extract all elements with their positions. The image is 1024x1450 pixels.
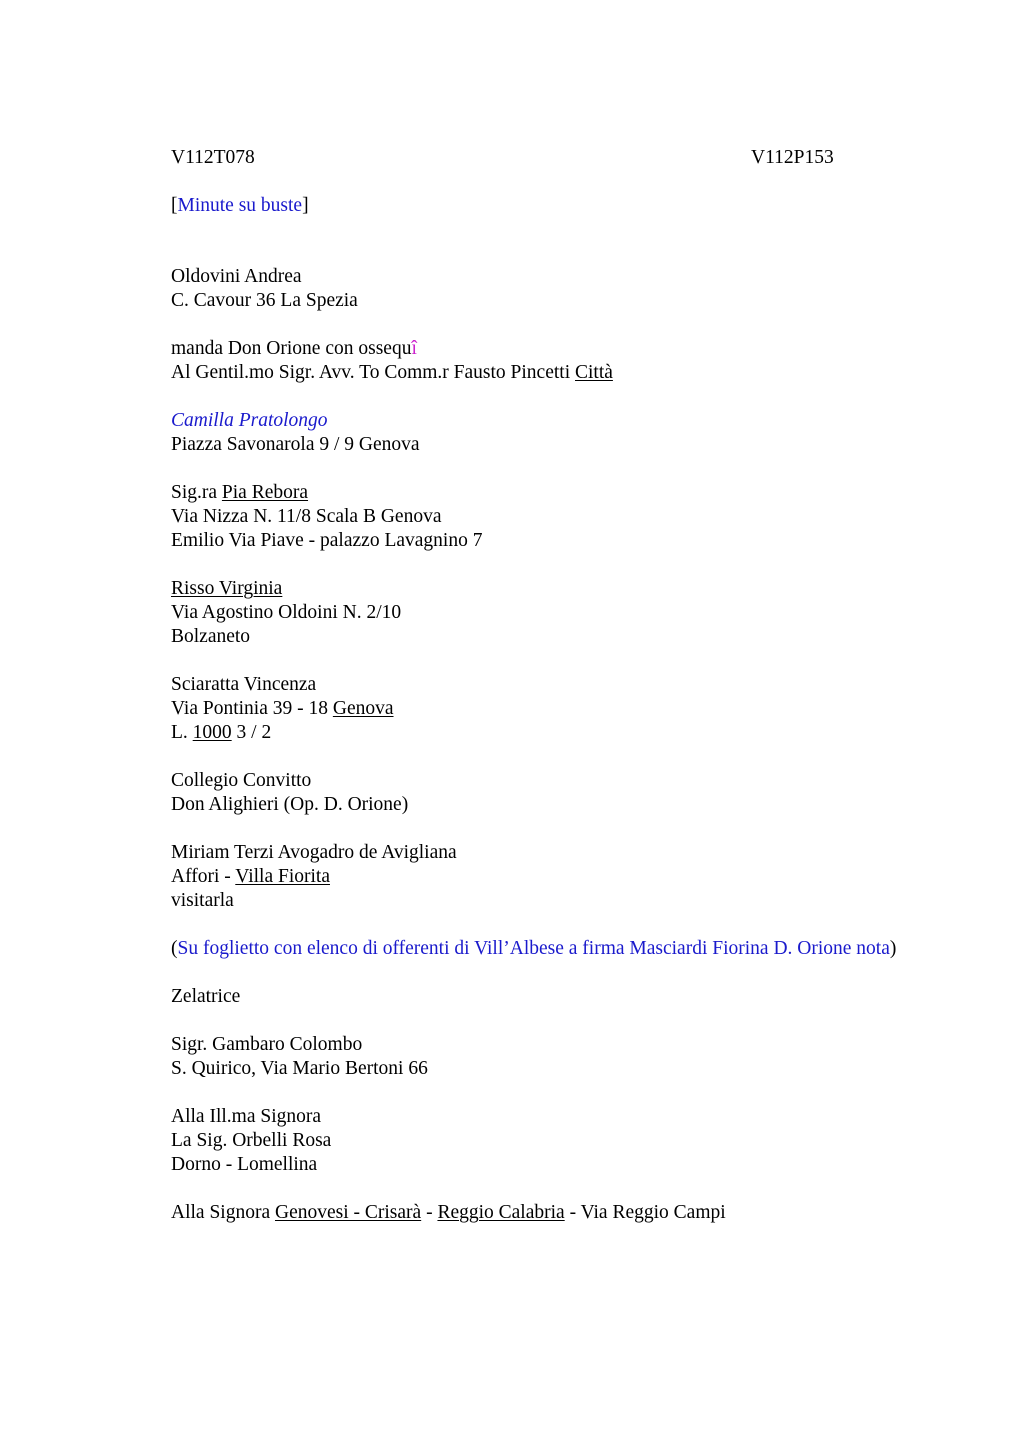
entry-text: Al Gentil.mo Sigr. Avv. To Comm.r Fausto Pincetti xyxy=(171,362,575,383)
underlined-villa: Villa Fiorita xyxy=(235,866,330,887)
entry-name: Collegio Convitto xyxy=(171,770,312,791)
document-header xyxy=(171,146,901,170)
underlined-city: Reggio Calabria xyxy=(437,1202,565,1223)
entry-city: Bolzaneto xyxy=(171,626,251,647)
accent-char: î xyxy=(411,338,417,359)
separator: - xyxy=(421,1202,438,1223)
underlined-city: Genova xyxy=(332,698,394,719)
entry-genovesi xyxy=(171,1201,901,1225)
note-paren-close: ) xyxy=(889,938,897,959)
note-paren-open: ( xyxy=(171,938,178,959)
entry-address: Via Nizza N. 11/8 Scala B Genova xyxy=(171,506,442,527)
entry-pincetti xyxy=(171,337,901,385)
note-bracket-open: [ xyxy=(171,195,178,216)
entry-text: manda Don Orione con ossequ xyxy=(171,338,412,359)
entry-city: Dorno - Lomellina xyxy=(171,1154,318,1175)
entry-name: Sigr. Gambaro Colombo xyxy=(171,1034,363,1055)
document-page xyxy=(171,146,901,1225)
entry-title: Zelatrice xyxy=(171,986,241,1007)
entry-terzi xyxy=(171,841,901,913)
underlined-name: Risso Virginia xyxy=(171,578,283,599)
entry-name: Sciaratta Vincenza xyxy=(171,674,317,695)
underlined-name: Pia Rebora xyxy=(221,482,309,503)
section-note xyxy=(171,194,901,218)
entry-address: Affori - xyxy=(171,866,236,887)
entry-address: S. Quirico, Via Mario Bertoni 66 xyxy=(171,1058,428,1079)
note-text: Su foglietto con elenco di offerenti di Vill’Albese a firma Masciardi Fiorina D. Orione nota xyxy=(177,938,890,959)
entry-collegio xyxy=(171,769,901,817)
entry-name: Camilla Pratolongo xyxy=(171,410,328,431)
code-right: V112P153 xyxy=(751,147,834,168)
entry-suffix: - Via Reggio Campi xyxy=(564,1202,726,1223)
entry-name: Miriam Terzi Avogadro de Avigliana xyxy=(171,842,457,863)
entry-prefix: Sig.ra xyxy=(171,482,222,503)
entry-name: Oldovini Andrea xyxy=(171,266,302,287)
entry-salutation: Alla Ill.ma Signora xyxy=(171,1106,322,1127)
entry-address: Via Pontinia 39 - 18 xyxy=(171,698,333,719)
entry-address: C. Cavour 36 La Spezia xyxy=(171,290,358,311)
entry-name: La Sig. Orbelli Rosa xyxy=(171,1130,332,1151)
amount-prefix: L. xyxy=(171,722,193,743)
entry-gambaro xyxy=(171,1033,901,1081)
entry-detail: Don Alighieri (Op. D. Orione) xyxy=(171,794,409,815)
underlined-name: Genovesi - Crisarà xyxy=(274,1202,422,1223)
entry-orbelli xyxy=(171,1105,901,1177)
underlined-amount: 1000 xyxy=(192,722,232,743)
entry-zelatrice xyxy=(171,985,901,1009)
amount-suffix: 3 / 2 xyxy=(231,722,272,743)
entry-note: visitarla xyxy=(171,890,234,911)
note-bracket-close: ] xyxy=(302,195,309,216)
entry-oldovini xyxy=(171,265,901,313)
entry-address: Piazza Savonarola 9 / 9 Genova xyxy=(171,434,420,455)
entry-sciaratta xyxy=(171,673,901,745)
entry-prefix: Alla Signora xyxy=(171,1202,275,1223)
underlined-word: Città xyxy=(575,362,613,383)
entry-rebora xyxy=(171,481,901,553)
note-foglietto xyxy=(171,937,901,961)
entry-pratolongo xyxy=(171,409,901,457)
entry-address: Emilio Via Piave - palazzo Lavagnino 7 xyxy=(171,530,483,551)
entry-risso xyxy=(171,577,901,649)
code-left: V112T078 xyxy=(171,147,255,168)
note-text: Minute su buste xyxy=(177,195,303,216)
entry-address: Via Agostino Oldoini N. 2/10 xyxy=(171,602,402,623)
